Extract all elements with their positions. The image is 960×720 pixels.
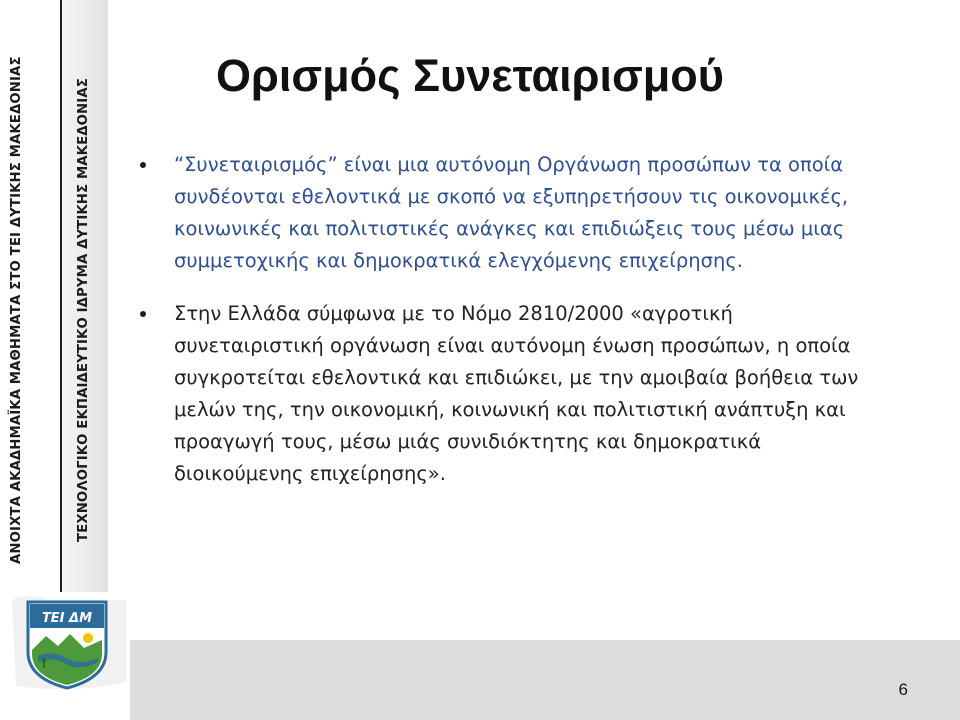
bullet-item (138, 298, 938, 490)
bullet-line: “Συνεταιρισμός” είναι μια αυτόνομη Οργάνωση προσώπων τα οποία (174, 153, 844, 176)
bullet-item (138, 149, 938, 277)
bullet-dot-icon (140, 162, 146, 168)
institution-logo (8, 592, 132, 694)
bullet-line: συγκροτείται εθελοντικά και επιδιώκει, με την αμοιβαία βοήθεια των (174, 366, 859, 389)
bullet-line: Στην Ελλάδα σύμφωνα με το Νόμο 2810/2000 «αγροτική (174, 302, 733, 325)
logo-graphic (8, 592, 132, 694)
slide-title: Ορισμός Συνεταιρισμού (216, 50, 724, 101)
bullet-line: διοικούμενης επιχείρησης». (174, 462, 446, 485)
page-number: 6 (898, 680, 908, 699)
sidebar-outer-text: ΑΝΟΙΧΤΑ ΑΚΑΔΗΜΑΪΚΑ ΜΑΘΗΜΑΤΑ ΣΤΟ ΤΕΙ ΔΥΤΙΚΗΣ ΜΑΚΕΔΟΝΙΑΣ (9, 56, 24, 564)
bullet-list (138, 149, 938, 511)
bullet-line: συμμετοχικής και δημοκρατικά ελεγχόμενης επιχείρησης. (174, 249, 743, 272)
bullet-line: κοινωνικές και πολιτιστικές ανάγκες και επιδιώξεις τους μέσω μιας (174, 217, 845, 240)
footer-bar (130, 640, 960, 720)
bullet-dot-icon (140, 311, 146, 317)
logo-text: ΤΕΙ ΔΜ (41, 611, 93, 626)
sidebar-inner-text: ΤΕΧΝΟΛΟΓΙΚΟ ΕΚΠΑΙΔΕΥΤΙΚΟ ΙΔΡΥΜΑ ΔΥΤΙΚΗΣ ΜΑΚΕΔΟΝΙΑΣ (76, 78, 91, 542)
bullet-line: συνεταιριστική οργάνωση είναι αυτόνομη ένωση προσώπων, η οποία (174, 334, 851, 357)
bullet-line: προαγωγή τους, μέσω μιάς συνιδιόκτητης και δημοκρατικά (174, 430, 762, 453)
bullet-line: μελών της, την οικονομική, κοινωνική και πολιτιστική ανάπτυξη και (174, 398, 846, 421)
bullet-line: συνδέονται εθελοντικά με σκοπό να εξυπηρετήσουν τις οικονομικές, (174, 185, 849, 208)
